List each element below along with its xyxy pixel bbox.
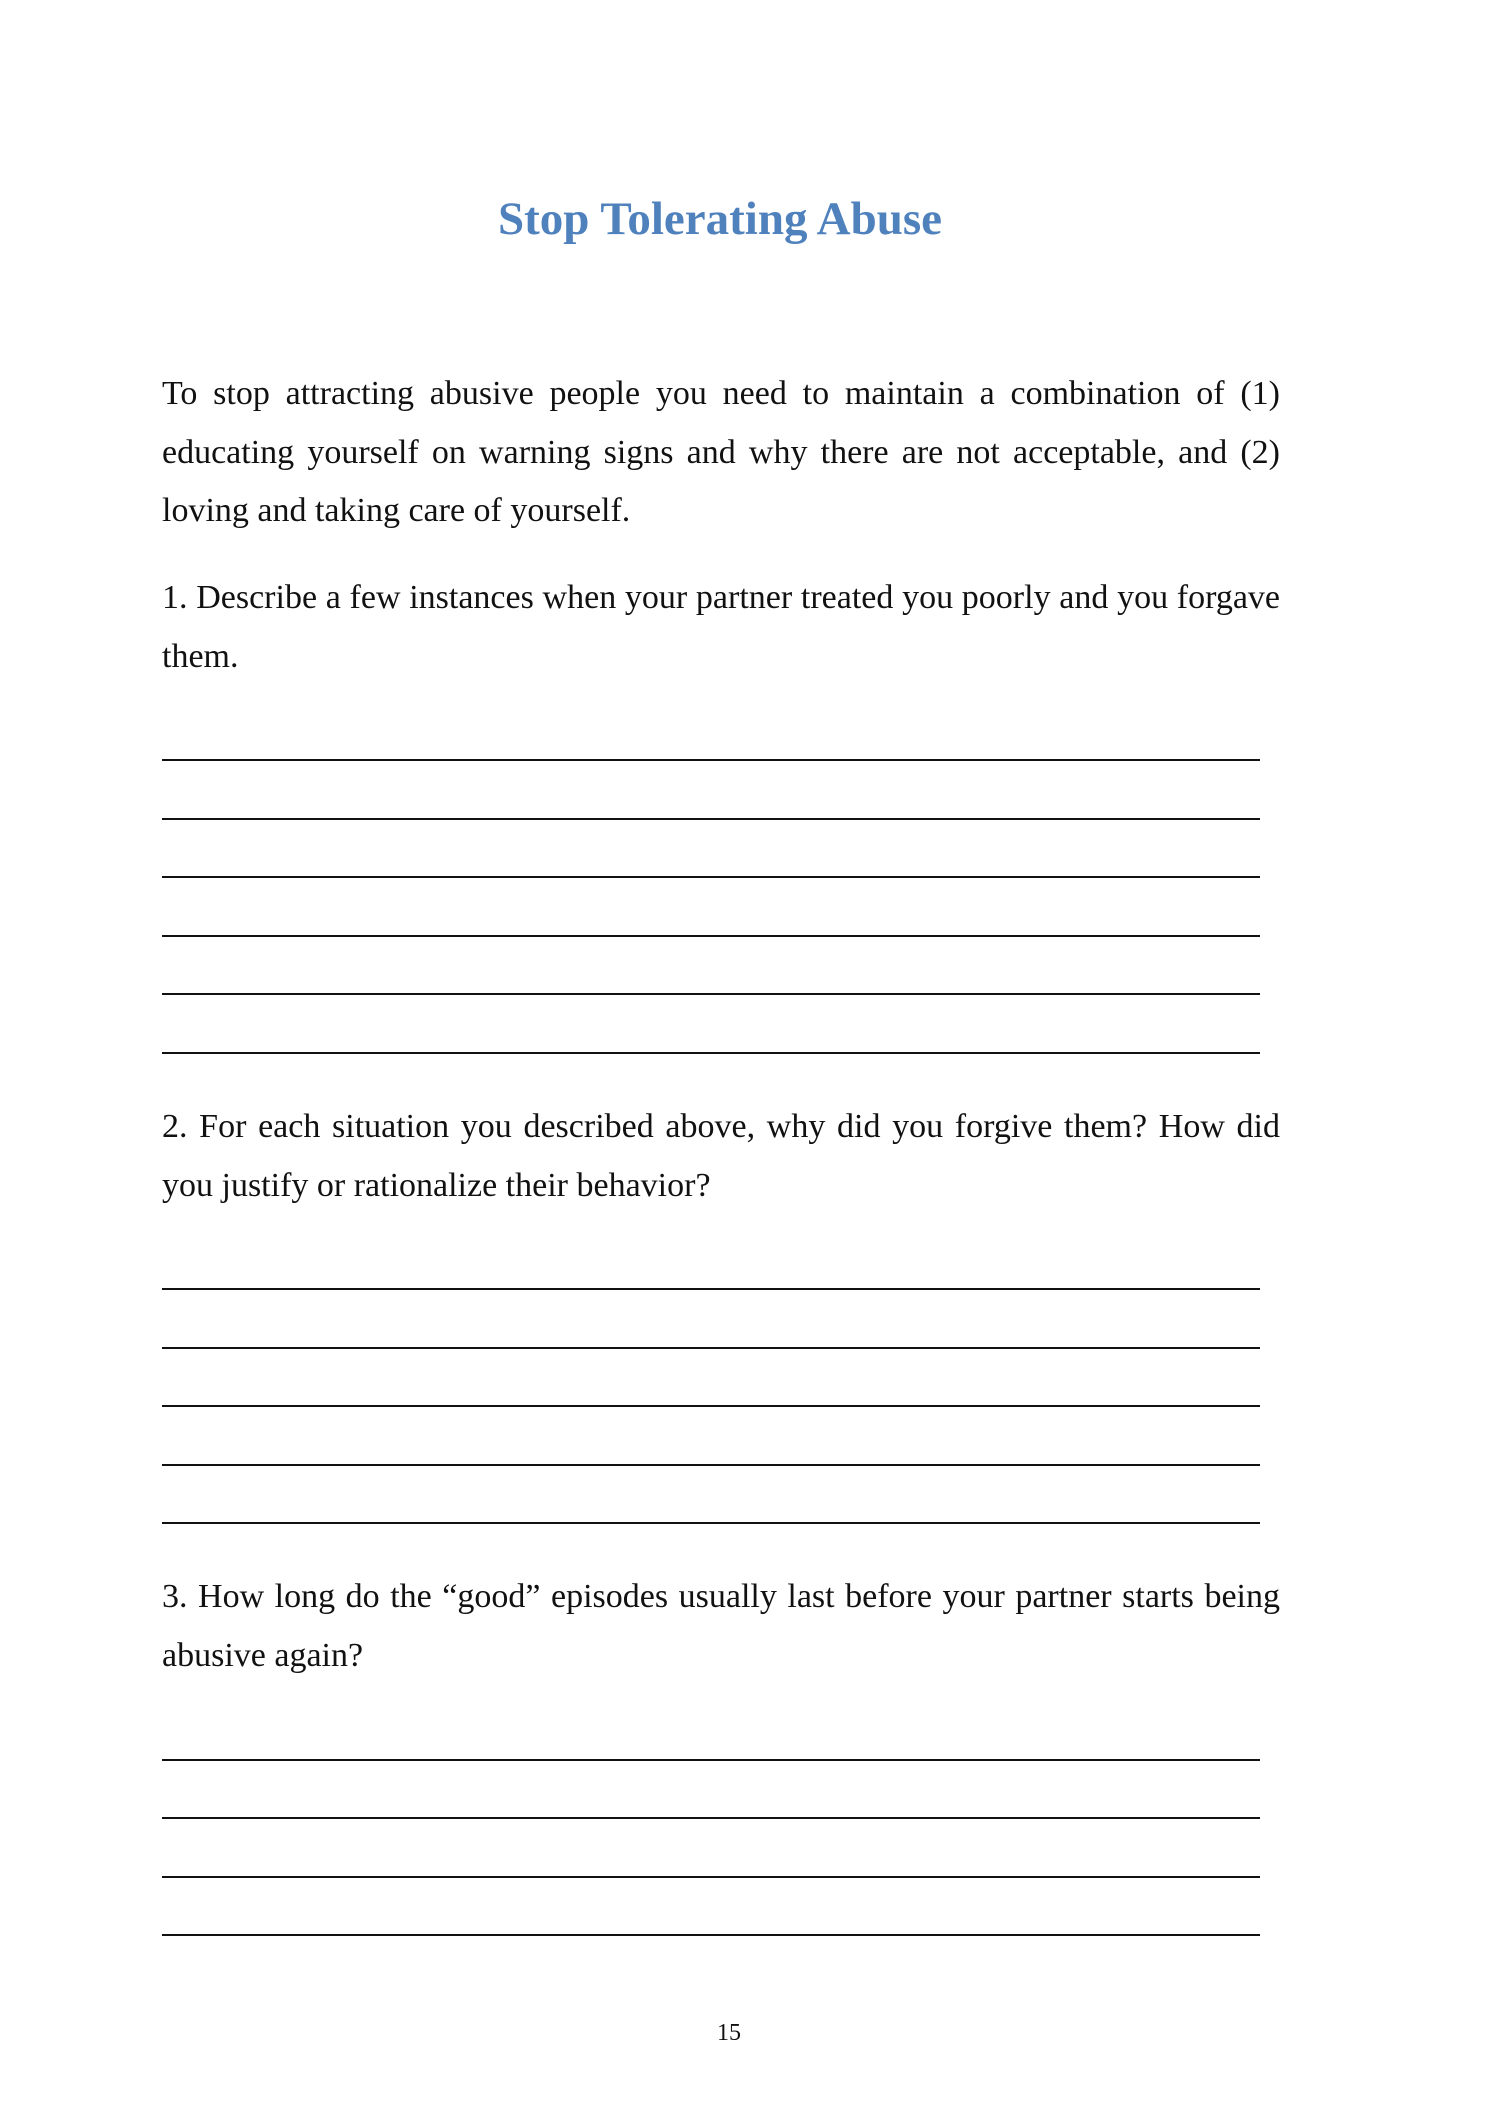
question-3: 3. How long do the “good” episodes usually last before your partner starts being abusive again?	[162, 1578, 1280, 1674]
answer-line[interactable]	[162, 1759, 1260, 1761]
answer-line[interactable]	[162, 993, 1260, 995]
intro-paragraph: To stop attracting abusive people you need to maintain a combination of (1) educating yourself on warning signs and why there are not acceptable, and (2) loving and taking care of yourself.	[162, 375, 1280, 530]
answer-line[interactable]	[162, 759, 1260, 761]
answer-line[interactable]	[162, 1347, 1260, 1349]
question-1: 1. Describe a few instances when your partner treated you poorly and you forgave them.	[162, 579, 1280, 675]
answer-line[interactable]	[162, 1405, 1260, 1407]
answer-line[interactable]	[162, 1876, 1260, 1878]
question-2: 2. For each situation you described above, why did you forgive them? How did you justify or rationalize their behavior?	[162, 1108, 1280, 1204]
answer-line[interactable]	[162, 1817, 1260, 1819]
answer-line[interactable]	[162, 1464, 1260, 1466]
page-title: Stop Tolerating Abuse	[497, 193, 943, 245]
answer-line[interactable]	[162, 1934, 1260, 1936]
answer-line[interactable]	[162, 1288, 1260, 1290]
answer-line[interactable]	[162, 818, 1260, 820]
answer-line[interactable]	[162, 935, 1260, 937]
answer-line[interactable]	[162, 876, 1260, 878]
answer-line[interactable]	[162, 1052, 1260, 1054]
answer-line[interactable]	[162, 1522, 1260, 1524]
page-number: 15	[717, 2020, 741, 2046]
